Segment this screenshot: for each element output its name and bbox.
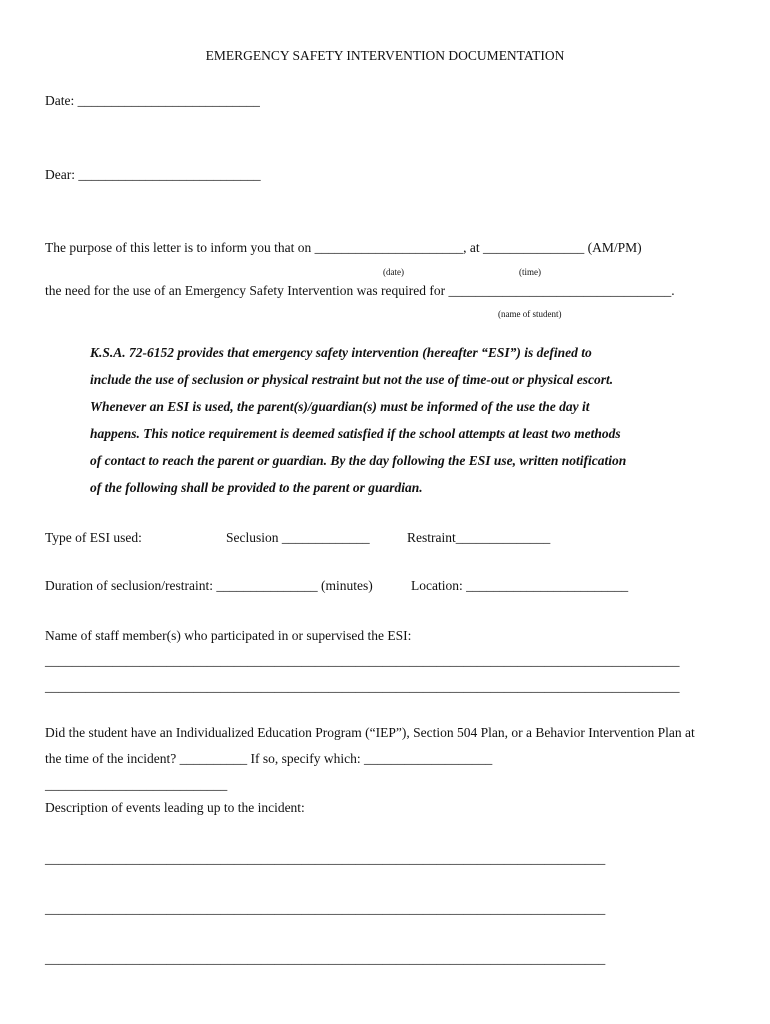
esi-type-label: Type of ESI used: [45,530,142,545]
dear-field[interactable]: Dear: ___________________________ [45,167,261,182]
student-need-line[interactable]: the need for the use of an Emergency Safety Intervention was required for _________________________________. [45,283,675,298]
date-caption: (date) [383,267,404,277]
description-label: Description of events leading up to the incident: [45,800,305,815]
document-title: EMERGENCY SAFETY INTERVENTION DOCUMENTATION [205,48,565,63]
notice-line: K.S.A. 72-6152 provides that emergency safety intervention (hereafter “ESI”) is defined to [90,345,592,360]
description-entry-line[interactable]: ___________________________________________________________________________________ [45,951,606,966]
notice-line: of the following shall be provided to the parent or guardian. [90,480,423,495]
notice-line: happens. This notice requirement is deemed satisfied if the school attempts at least two methods [90,426,621,441]
staff-entry-line[interactable]: ______________________________________________________________________________________________ [45,653,680,668]
iep-specify-line[interactable]: ___________________________ [45,777,228,792]
purpose-line[interactable]: The purpose of this letter is to inform you that on ______________________, at _______________ (AM/PM) [45,240,642,255]
time-caption: (time) [519,267,541,277]
statute-notice [90,339,680,501]
location-field[interactable]: Location: ________________________ [411,578,629,593]
staff-entry-line[interactable]: ______________________________________________________________________________________________ [45,679,680,694]
student-name-caption: (name of student) [498,309,562,319]
restraint-field[interactable]: Restraint______________ [407,530,551,545]
notice-line: include the use of seclusion or physical restraint but not the use of time-out or physical escort. [90,372,614,387]
description-entry-line[interactable]: ___________________________________________________________________________________ [45,851,606,866]
staff-label: Name of staff member(s) who participated in or supervised the ESI: [45,628,412,643]
date-field[interactable]: Date: ___________________________ [45,93,260,108]
description-entry-line[interactable]: ___________________________________________________________________________________ [45,901,606,916]
iep-question: Did the student have an Individualized Education Program (“IEP”), Section 504 Plan, or a Behavior Intervention Plan at [45,725,695,740]
notice-line: of contact to reach the parent or guardian. By the day following the ESI use, written notification [90,453,627,468]
duration-field[interactable]: Duration of seclusion/restraint: _______________ (minutes) [45,578,373,593]
seclusion-field[interactable]: Seclusion _____________ [226,530,370,545]
iep-answer-line[interactable]: the time of the incident? __________ If so, specify which: ___________________ [45,751,493,766]
notice-line: Whenever an ESI is used, the parent(s)/guardian(s) must be informed of the use the day it [90,399,590,414]
